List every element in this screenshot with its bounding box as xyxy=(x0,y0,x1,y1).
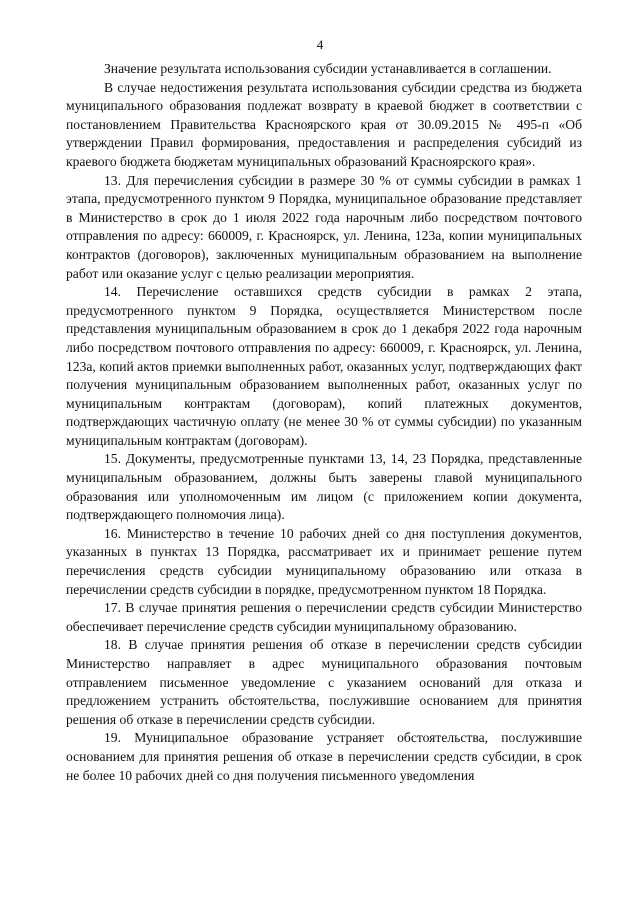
paragraph-15: 15. Документы, предусмотренные пунктами 13, 14, 23 Порядка, представленные муниципальным образованием, должны быть заверены главой муниципального образования или уполномоченным им лицом (с приложением копии документа, подтверждающего полномочия лица). xyxy=(66,451,582,523)
paragraph-16: 16. Министерство в течение 10 рабочих дней со дня поступления документов, указанных в пунктах 13 Порядка, рассматривает их и принимает решение путем перечисления средств субсидии муниципальному образованию или отказа в перечислении средств субсидии в порядке, предусмотренном пунктом 18 Порядка. xyxy=(66,525,582,597)
paragraph-19: 19. Муниципальное образование устраняет обстоятельства, послужившие основанием для принятия решения об отказе в перечислении средств субсидии, в срок не более 10 рабочих дней со дня получения письменного уведомления xyxy=(66,730,582,783)
document-body xyxy=(66,60,582,785)
paragraph-18: 18. В случае принятия решения об отказе в перечислении средств субсидии Министерство направляет в адрес муниципального образования почтовым отправлением письменное уведомление с указанием оснований для отказа и предложением устранить обстоятельства, послужившие основанием для принятия решения об отказе в перечислении средств субсидии. xyxy=(66,637,582,727)
paragraph-17: 17. В случае принятия решения о перечислении средств субсидии Министерство обеспечивает перечисление средств субсидии муниципальному образованию. xyxy=(66,600,582,634)
paragraph-refund: В случае недостижения результата использования субсидии средства из бюджета муниципального образования подлежат возврату в краевой бюджет в соответствии с постановлением Правительства Красноярского края от 30.09.2015 № 495-п «Об утверждении Правил формирования, предоставления и распределения субсидий из краевого бюджета бюджетам муниципальных образований Красноярского края». xyxy=(66,79,582,169)
paragraph-13: 13. Для перечисления субсидии в размере 30 % от суммы субсидии в рамках 1 этапа, предусмотренного пунктом 9 Порядка, муниципальное образование представляет в Министерство в срок до 1 июля 2022 года нарочным либо посредством почтового отправления по адресу: 660009, г. Красноярск, ул. Ленина, 123а, копии муниципальных контрактов (договоров), заключенных муниципальным образованием на выполнение работ или оказание услуг с целью реализации мероприятия. xyxy=(66,172,582,281)
page-number: 4 xyxy=(316,37,324,52)
paragraph-14: 14. Перечисление оставшихся средств субсидии в рамках 2 этапа, предусмотренного пунктом 9 Порядка, осуществляется Министерством после представления муниципальным образованием в срок до 1 декабря 2022 года нарочным либо посредством почтового отправления по адресу: 660009, г. Красноярск, ул. Ленина, 123а, копий актов приемки выполненных работ, оказанных услуг, подтверждающих факт получения муниципальным образованием выполненных работ, оказанных услуг по муниципальным контрактам (договорам), копий платежных документов, подтверждающих частичную оплату (не менее 30 % от суммы субсидии) по указанным муниципальным контрактам (договорам). xyxy=(66,284,582,448)
paragraph-result-value: Значение результата использования субсидии устанавливается в соглашении. xyxy=(104,61,552,76)
